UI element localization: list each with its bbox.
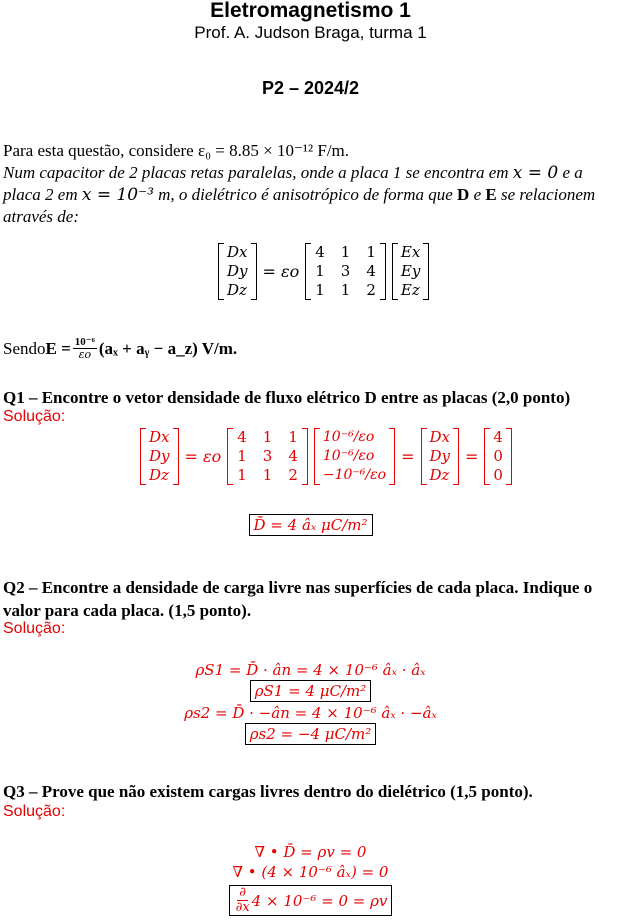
equals-eps: = εo (184, 447, 222, 466)
statement-part-b: e a placa 2 em (3, 163, 583, 204)
q2-answer1-wrapper (0, 681, 621, 701)
partial-derivative (236, 886, 250, 915)
q2-solution-label: Solução: (3, 620, 66, 637)
matrix-cell: 1 (288, 428, 298, 446)
result-component: 0 (493, 447, 503, 465)
matrix-cell: 1 (315, 262, 325, 280)
q1-answer-wrapper (0, 515, 621, 535)
matrix-cell: 1 (262, 466, 273, 484)
q1-d-vector (140, 428, 179, 485)
d-component: Dz (149, 466, 169, 484)
d-component: Dy (429, 447, 451, 465)
d-vector (218, 243, 257, 300)
matrix-cell: 3 (262, 447, 273, 465)
d-component: Dx (149, 428, 170, 446)
d-component: Dx (227, 243, 248, 261)
matrix-cell: 4 (366, 262, 376, 280)
matrix-cell: 4 (288, 447, 298, 465)
matrix-cell: 1 (366, 243, 376, 261)
symbol-E: E (485, 185, 497, 204)
fraction-numerator: 10⁻⁶ (74, 336, 95, 348)
given-prefix: Sendo (3, 338, 46, 358)
matrix-cell: 1 (340, 243, 351, 261)
equals-eps: = εo (262, 262, 300, 281)
q3-answer (229, 885, 393, 916)
q3-line1: ∇ • D̄ = ρv = 0 (254, 843, 367, 861)
q1-e-vector (314, 428, 395, 485)
matrix-cell: 1 (340, 281, 351, 299)
d-component: Dy (149, 447, 170, 465)
q3-answer-rest: 4 × 10⁻⁶ = 0 = ρv (251, 891, 388, 910)
matrix-cell: 1 (262, 428, 273, 446)
equals-sign: = (465, 447, 479, 466)
statement-part-c: m, o dielétrico é anisotrópico de forma que (153, 185, 458, 204)
e-vector (392, 243, 429, 300)
partial-numerator: ∂ (239, 885, 246, 900)
intro-consider: Para esta questão, considere ε₀ = 8.85 × 10⁻¹² F/m. (3, 141, 350, 160)
q1-answer: D̄ = 4 âₓ μC/m² (249, 514, 373, 536)
intro-statement (3, 162, 618, 228)
exam-title: P2 – 2024/2 (261, 78, 360, 98)
e-component: 10⁻⁶/εo (322, 429, 375, 445)
e-component: −10⁻⁶/εo (322, 467, 387, 483)
q3-question: Q3 – Prove que não existem cargas livres dentro do dielétrico (1,5 ponto). (3, 782, 533, 801)
q1-permittivity-matrix (227, 428, 308, 485)
given-E: E = (45, 338, 71, 358)
q2-answer2-wrapper (0, 724, 621, 744)
q2-line2: ρs2 = D̄ · −ân = 4 × 10⁻⁶ âₓ · −âₓ (184, 704, 437, 722)
constitutive-equation (215, 243, 432, 300)
given-fraction (73, 336, 97, 361)
q3-answer-wrapper (0, 881, 621, 916)
matrix-cell: 1 (237, 466, 247, 484)
e-component: Ez (400, 281, 420, 299)
e-component: Ex (400, 243, 421, 261)
matrix-cell: 2 (366, 281, 376, 299)
plate1-position: x = 0 (512, 163, 559, 183)
statement-part-d: se relacionem através de: (3, 185, 596, 226)
matrix-cell: 4 (315, 243, 325, 261)
q2-line1: ρS1 = D̄ · ân = 4 × 10⁻⁶ âₓ · âₓ (195, 661, 426, 679)
result-component: 0 (493, 466, 503, 484)
q1-solution-label: Solução: (3, 408, 66, 425)
plate2-position: x = 10⁻³ (81, 185, 154, 205)
given-rest: (aₓ + aᵧ − a_z) V/m. (98, 338, 238, 358)
q1-d-vector-2 (421, 428, 460, 485)
statement-part-a: Num capacitor de 2 placas retas paralelas, onde a placa 1 se encontra em (3, 163, 513, 182)
q1-question: Q1 – Encontre o vetor densidade de fluxo elétrico D entre as placas (2,0 ponto) (3, 388, 571, 407)
course-title: Eletromagnetismo 1 (210, 0, 411, 22)
q2-answer2: ρs2 = −4 μC/m² (245, 723, 377, 745)
d-component: Dx (429, 428, 450, 446)
q3-line2: ∇ • (4 × 10⁻⁶ âₓ) = 0 (232, 863, 389, 881)
matrix-cell: 1 (315, 281, 325, 299)
given-field (3, 336, 618, 361)
q3-solution-label: Solução: (3, 803, 66, 820)
equals-sign: = (401, 447, 415, 466)
e-component: 10⁻⁶/εo (322, 448, 375, 464)
symbol-D: D (457, 185, 470, 204)
d-component: Dy (227, 262, 248, 280)
e-component: Ey (400, 262, 421, 280)
matrix-cell: 4 (237, 428, 247, 446)
result-component: 4 (493, 428, 503, 446)
q2-answer1: ρS1 = 4 μC/m² (250, 680, 372, 702)
matrix-cell: 1 (237, 447, 247, 465)
fraction-denominator: εo (78, 348, 92, 361)
q1-equation (137, 428, 515, 485)
matrix-cell: 3 (340, 262, 351, 280)
q1-result-vector (484, 428, 512, 485)
statement-and: e (469, 185, 486, 204)
q2-question: Q2 – Encontre a densidade de carga livre nas superfícies de cada placa. Indique o valor para cada placa. (1,5 ponto). (3, 578, 593, 620)
permittivity-matrix (305, 243, 386, 300)
matrix-cell: 2 (288, 466, 298, 484)
partial-denominator: ∂x (235, 900, 250, 915)
d-component: Dz (429, 466, 450, 484)
d-component: Dz (227, 281, 247, 299)
professor-line: Prof. A. Judson Braga, turma 1 (194, 23, 427, 42)
